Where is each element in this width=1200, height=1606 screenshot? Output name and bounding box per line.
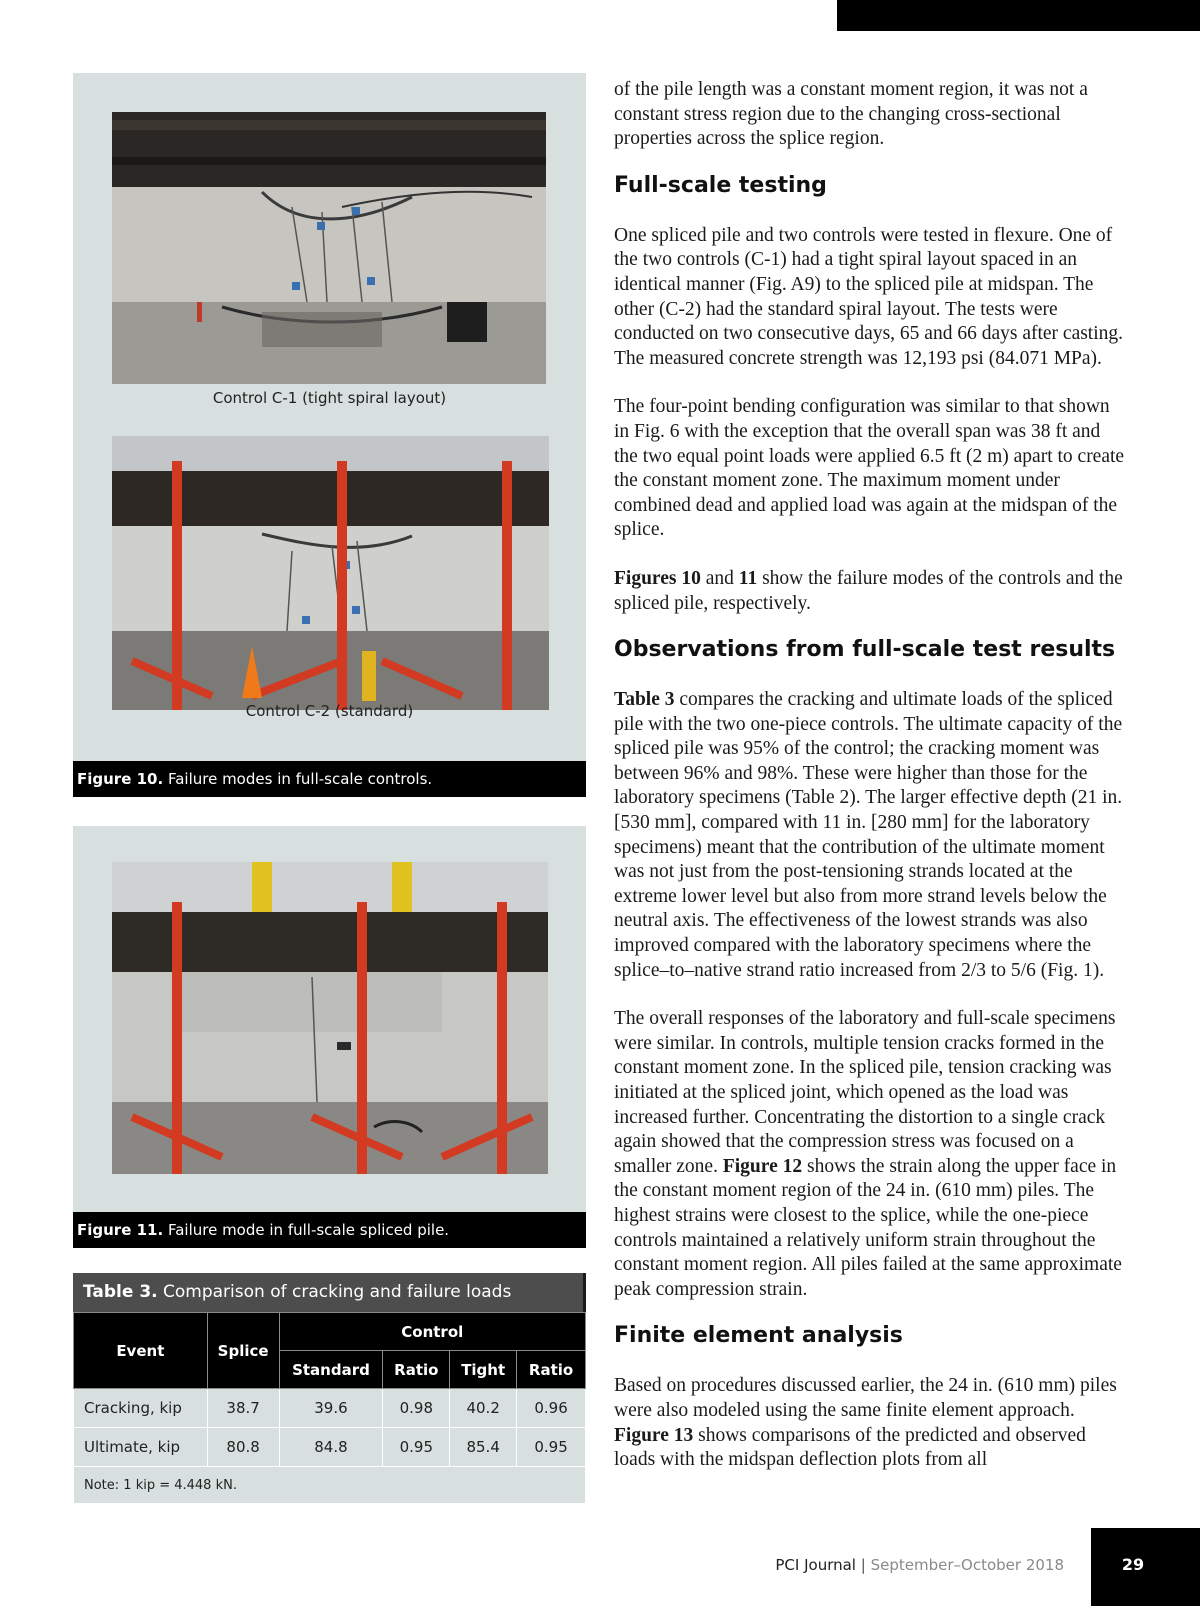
cell-ratio-2: 0.96 [517, 1389, 586, 1428]
paragraph-table-3 [614, 688, 1128, 983]
figure-11-caption [73, 1212, 586, 1248]
cell-standard: 39.6 [279, 1389, 383, 1428]
table-row [74, 1428, 586, 1467]
table-3-title-text: Comparison of cracking and failure loads [163, 1282, 512, 1302]
photo-control-c1 [112, 112, 546, 384]
text-run: The overall responses of the laboratory and full-scale specimens were similar. In controls, multiple tension cracks formed in the constant moment zone. In the spliced pile, tension cracking was initiated at the spliced joint, which opened as the load was increased further. Concentrating the distortion to a single crack again showed that the compression stress was focused on a smaller zone. [614, 1008, 1116, 1177]
header-splice: Splice [207, 1313, 279, 1389]
page-number: 29 [1121, 1555, 1145, 1574]
figure-10-caption-text: Failure modes in full-scale controls. [167, 770, 433, 788]
paragraph-fea [614, 1374, 1128, 1472]
paragraph-figures-ref [614, 567, 1128, 616]
ref-figure-11: 11 [738, 567, 758, 589]
cell-event: Cracking, kip [74, 1389, 208, 1428]
footer-separator: | [860, 1556, 866, 1574]
header-ratio-1: Ratio [383, 1351, 450, 1389]
header-tight: Tight [450, 1351, 517, 1389]
text-run: shows the strain along the upper face in the constant moment region of the 24 in. (610 mm) piles. The highest strains were closest to the splice, while the one-piece controls maintained a relatively uniform strain throughout the constant moment region. All piles failed at the same approximate peak compression strain. [614, 1155, 1122, 1300]
cell-splice: 38.7 [207, 1389, 279, 1428]
table-3-grid [73, 1312, 586, 1504]
heading-full-scale-testing: Full-scale testing [614, 172, 827, 198]
header-standard: Standard [279, 1351, 383, 1389]
photo-spliced-pile [112, 862, 548, 1174]
header-event: Event [74, 1313, 208, 1389]
photo-c1-caption: Control C-1 (tight spiral layout) [212, 389, 447, 407]
text-run: compares the cracking and ultimate loads of the spliced pile with the two one-piece controls. The ultimate capacity of the spliced pile was 95% of the control; the cracking moment was between 96% and 98%. These were higher than those for the laboratory specimens (Table 2). The larger effective depth (21 in. [530 mm], compared with 11 in. [280 mm] for the laboratory specimens) meant that the contribution of the ultimate moment was not just from the post-tensioning strands located at the extreme lower level but also from more strand levels below the neutral axis. The effectiveness of the lowest strands was also improved compared with the laboratory specimens where the splice–to–native strand ratio increased from 2/3 to 5/6 (Fig. 1). [614, 689, 1123, 981]
cell-ratio-1: 0.98 [383, 1389, 450, 1428]
cell-ratio-1: 0.95 [383, 1428, 450, 1467]
page-footer [775, 1556, 1064, 1574]
figure-11-label: Figure 11. [77, 1221, 164, 1239]
figure-10-label: Figure 10. [77, 770, 164, 788]
figure-10-caption [73, 761, 586, 797]
table-3-title [73, 1273, 586, 1312]
ref-figures-10: Figures 10 [614, 567, 701, 589]
paragraph-intro: of the pile length was a constant moment region, it was not a constant stress region due to the changing cross-sectional properties across the splice region. [614, 79, 1088, 150]
heading-finite-element: Finite element analysis [614, 1323, 903, 1349]
heading-observations: Observations from full-scale test results [614, 637, 1116, 663]
cell-ratio-2: 0.95 [517, 1428, 586, 1467]
figure-11-caption-text: Failure mode in full-scale spliced pile. [167, 1221, 450, 1239]
cell-splice: 80.8 [207, 1428, 279, 1467]
text-run: Based on procedures discussed earlier, the 24 in. (610 mm) piles were also modeled using the same finite element approach. [614, 1375, 1117, 1421]
table-3-label: Table 3. [83, 1282, 158, 1302]
table-3 [73, 1273, 586, 1504]
issue-date: September–October 2018 [870, 1556, 1064, 1574]
figure-10-panel [73, 73, 586, 761]
article-body [614, 78, 1128, 1473]
photo-c2-caption: Control C-2 (standard) [245, 702, 414, 720]
paragraph-specimens: One spliced pile and two controls were tested in flexure. One of the two controls (C-1) had a tight spiral layout spaced in an identical manner (Fig. A9) to the spliced pile at midspan. The other (C-2) had the standard spiral layout. The tests were conducted on two consecutive days, 65 and 66 days after casting. The measured concrete strength was 12,193 psi (84.071 MPa). [614, 224, 1124, 369]
figure-11-panel [73, 826, 586, 1212]
header-bar [837, 0, 1200, 31]
photo-control-c2 [112, 436, 549, 710]
text-run: shows comparisons of the predicted and observed loads with the midspan deflection plots from all [614, 1424, 1086, 1471]
header-ratio-2: Ratio [517, 1351, 586, 1389]
ref-table-3: Table 3 [614, 689, 675, 711]
table-note: Note: 1 kip = 4.448 kN. [74, 1467, 586, 1504]
journal-name: PCI Journal [775, 1556, 856, 1574]
page-number-box [1091, 1528, 1200, 1606]
cell-tight: 40.2 [450, 1389, 517, 1428]
cell-standard: 84.8 [279, 1428, 383, 1467]
text-run: show the failure modes of the controls and the spliced pile, respectively. [614, 567, 1123, 614]
table-row [74, 1389, 586, 1428]
cell-tight: 85.4 [450, 1428, 517, 1467]
paragraph-responses [614, 1007, 1128, 1302]
ref-figure-12: Figure 12 [722, 1155, 803, 1177]
ref-figure-13: Figure 13 [614, 1424, 694, 1446]
text-run: and [700, 567, 739, 589]
cell-event: Ultimate, kip [74, 1428, 208, 1467]
header-control: Control [279, 1313, 585, 1351]
paragraph-bending-config: The four-point bending configuration was similar to that shown in Fig. 6 with the exception that the overall span was 38 ft and the two equal point loads were applied 6.5 ft (2 m) apart to create the constant moment zone. The maximum moment under combined dead and applied load was again at the midspan of the splice. [614, 396, 1125, 541]
